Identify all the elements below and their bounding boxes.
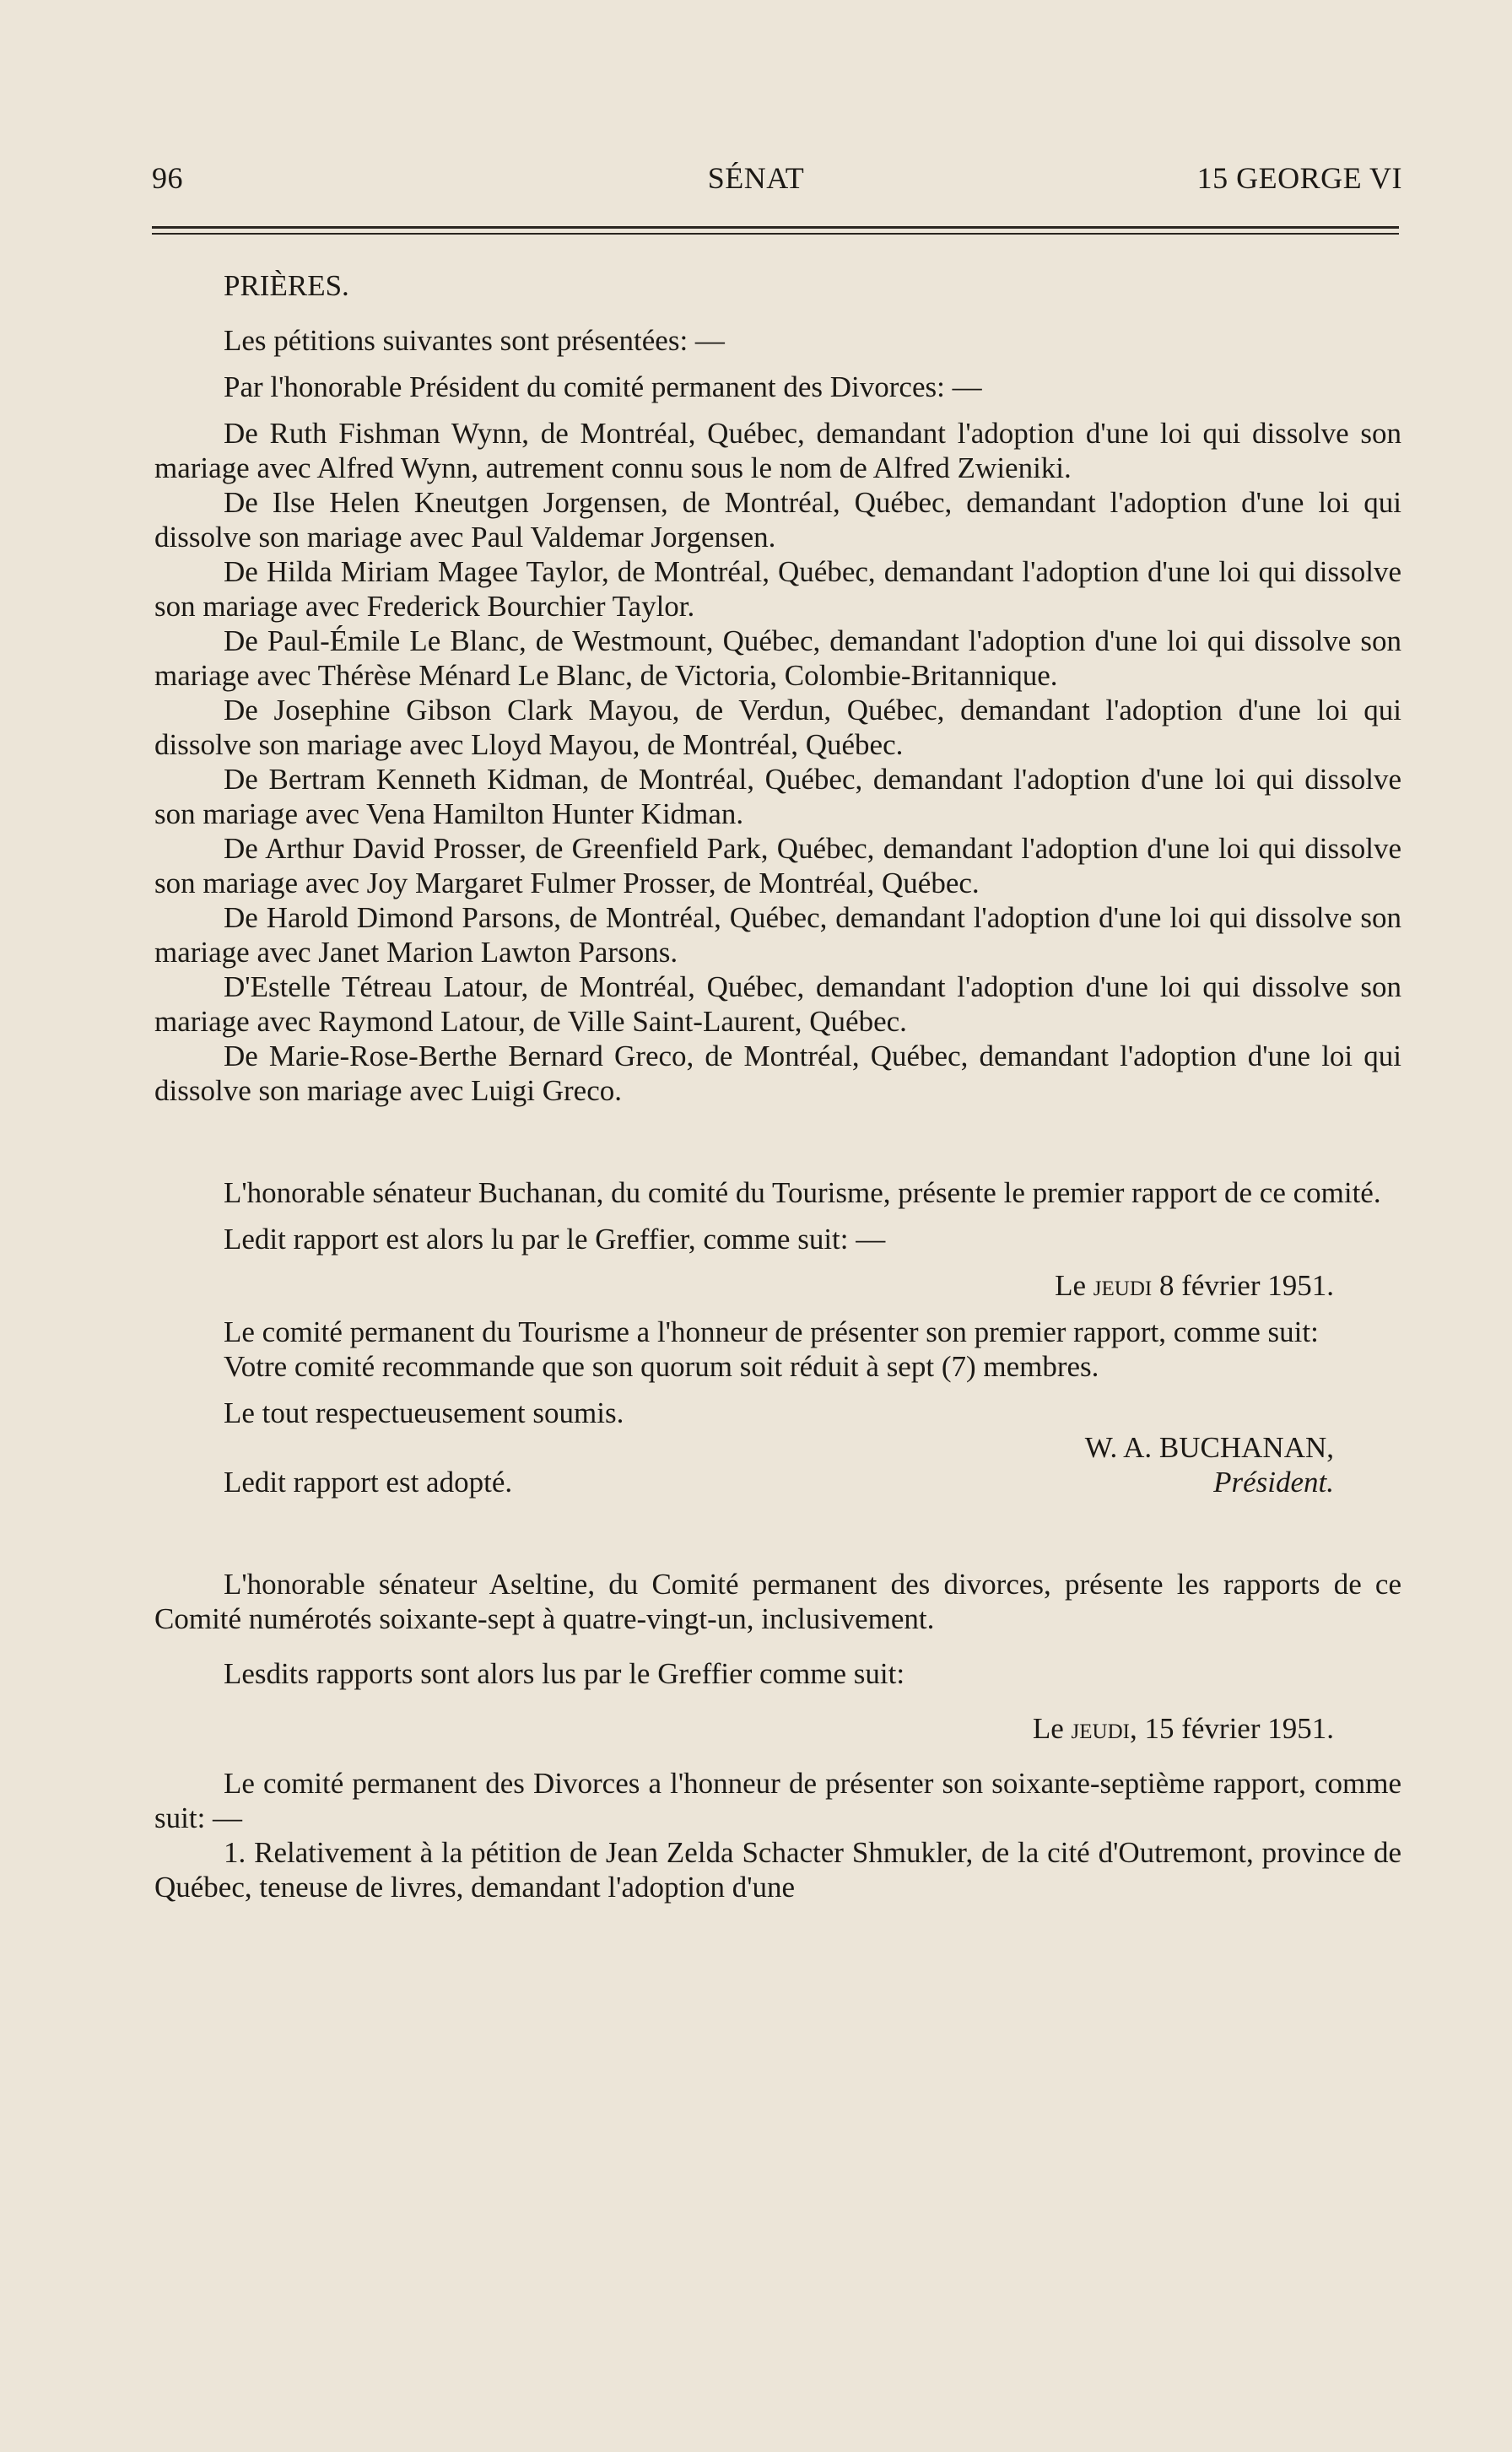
petition-item: De Ruth Fishman Wynn, de Montréal, Québec, demandant l'adoption d'une loi qui dissolve son mariage avec Alfred Wynn, autrement connu sous le nom de Alfred Zwieniki. <box>154 417 1401 484</box>
divorces-report-intro: Le comité permanent des Divorces a l'honneur de présenter son soixante-septième rapport, comme suit: — <box>154 1767 1401 1834</box>
petitions-by-president: Par l'honorable Président du comité permanent des Divorces: — <box>224 370 982 403</box>
header-rule-bottom <box>152 233 1399 235</box>
tourisme-report-date: Le jeudi 8 février 1951. <box>1055 1269 1334 1302</box>
tourisme-read: Ledit rapport est alors lu par le Greffier, comme suit: — <box>224 1223 886 1256</box>
divorces-presentation: L'honorable sénateur Aseltine, du Comité permanent des divorces, présente les rapports de ce Comité numérotés soixante-sept à quatre-vingt-un, inclusivement. <box>154 1568 1401 1635</box>
petition-item: De Josephine Gibson Clark Mayou, de Verdun, Québec, demandant l'adoption d'une loi qui dissolve son mariage avec Lloyd Mayou, de Montréal, Québec. <box>154 694 1401 761</box>
petition-item: De Paul-Émile Le Blanc, de Westmount, Québec, demandant l'adoption d'une loi qui dissolve son mariage avec Thérèse Ménard Le Blanc, de Victoria, Colombie-Britannique. <box>154 624 1401 692</box>
tourisme-presentation: L'honorable sénateur Buchanan, du comité du Tourisme, présente le premier rapport de ce comité. <box>224 1176 1381 1209</box>
divorces-item-1: 1. Relativement à la pétition de Jean Zelda Schacter Shmukler, de la cité d'Outremont, province de Québec, teneuse de livres, demandant l'adoption d'une <box>154 1836 1401 1904</box>
petition-item: D'Estelle Tétreau Latour, de Montréal, Québec, demandant l'adoption d'une loi qui dissolve son mariage avec Raymond Latour, de Ville Saint-Laurent, Québec. <box>154 970 1401 1038</box>
petition-item: De Hilda Miriam Magee Taylor, de Montréal, Québec, demandant l'adoption d'une loi qui dissolve son mariage avec Frederick Bourchier Taylor. <box>154 555 1401 623</box>
running-header-title: SÉNAT <box>707 161 805 195</box>
tourisme-report-intro: Le comité permanent du Tourisme a l'honneur de présenter son premier rapport, comme suit: <box>224 1315 1319 1348</box>
petition-item: De Ilse Helen Kneutgen Jorgensen, de Montréal, Québec, demandant l'adoption d'une loi qui dissolve son mariage avec Paul Valdemar Jorgensen. <box>154 486 1401 554</box>
running-header-session: 15 GEORGE VI <box>1196 161 1402 195</box>
petition-item: De Marie-Rose-Berthe Bernard Greco, de Montréal, Québec, demandant l'adoption d'une loi qui dissolve son mariage avec Luigi Greco. <box>154 1040 1401 1107</box>
petitions-intro: Les pétitions suivantes sont présentées: — <box>224 324 725 357</box>
signature-title: Président. <box>1213 1466 1334 1499</box>
tourisme-adopted: Ledit rapport est adopté. <box>224 1466 513 1499</box>
tourisme-closing: Le tout respectueusement soumis. <box>224 1396 624 1429</box>
petition-item: De Harold Dimond Parsons, de Montréal, Québec, demandant l'adoption d'une loi qui dissolve son mariage avec Janet Marion Lawton Parsons. <box>154 901 1401 969</box>
petition-item: De Bertram Kenneth Kidman, de Montréal, Québec, demandant l'adoption d'une loi qui dissolve son mariage avec Vena Hamilton Hunter Kidman. <box>154 763 1401 830</box>
divorces-read: Lesdits rapports sont alors lus par le Greffier comme suit: <box>224 1657 905 1690</box>
tourisme-recommendation: Votre comité recommande que son quorum soit réduit à sept (7) membres. <box>224 1350 1099 1383</box>
petition-item: De Arthur David Prosser, de Greenfield Park, Québec, demandant l'adoption d'une loi qui dissolve son mariage avec Joy Margaret Fulmer Prosser, de Montréal, Québec. <box>154 832 1401 899</box>
signature-row <box>154 1430 1401 1499</box>
section-heading-prieres: PRIÈRES. <box>224 269 349 302</box>
text-column <box>154 268 1401 1904</box>
header-rule-top <box>152 226 1399 229</box>
page-number: 96 <box>152 161 183 195</box>
signature-block <box>929 1430 1334 1499</box>
divorces-report-date: Le jeudi, 15 février 1951. <box>1032 1712 1334 1745</box>
signature-name: W. A. BUCHANAN, <box>1084 1431 1334 1464</box>
